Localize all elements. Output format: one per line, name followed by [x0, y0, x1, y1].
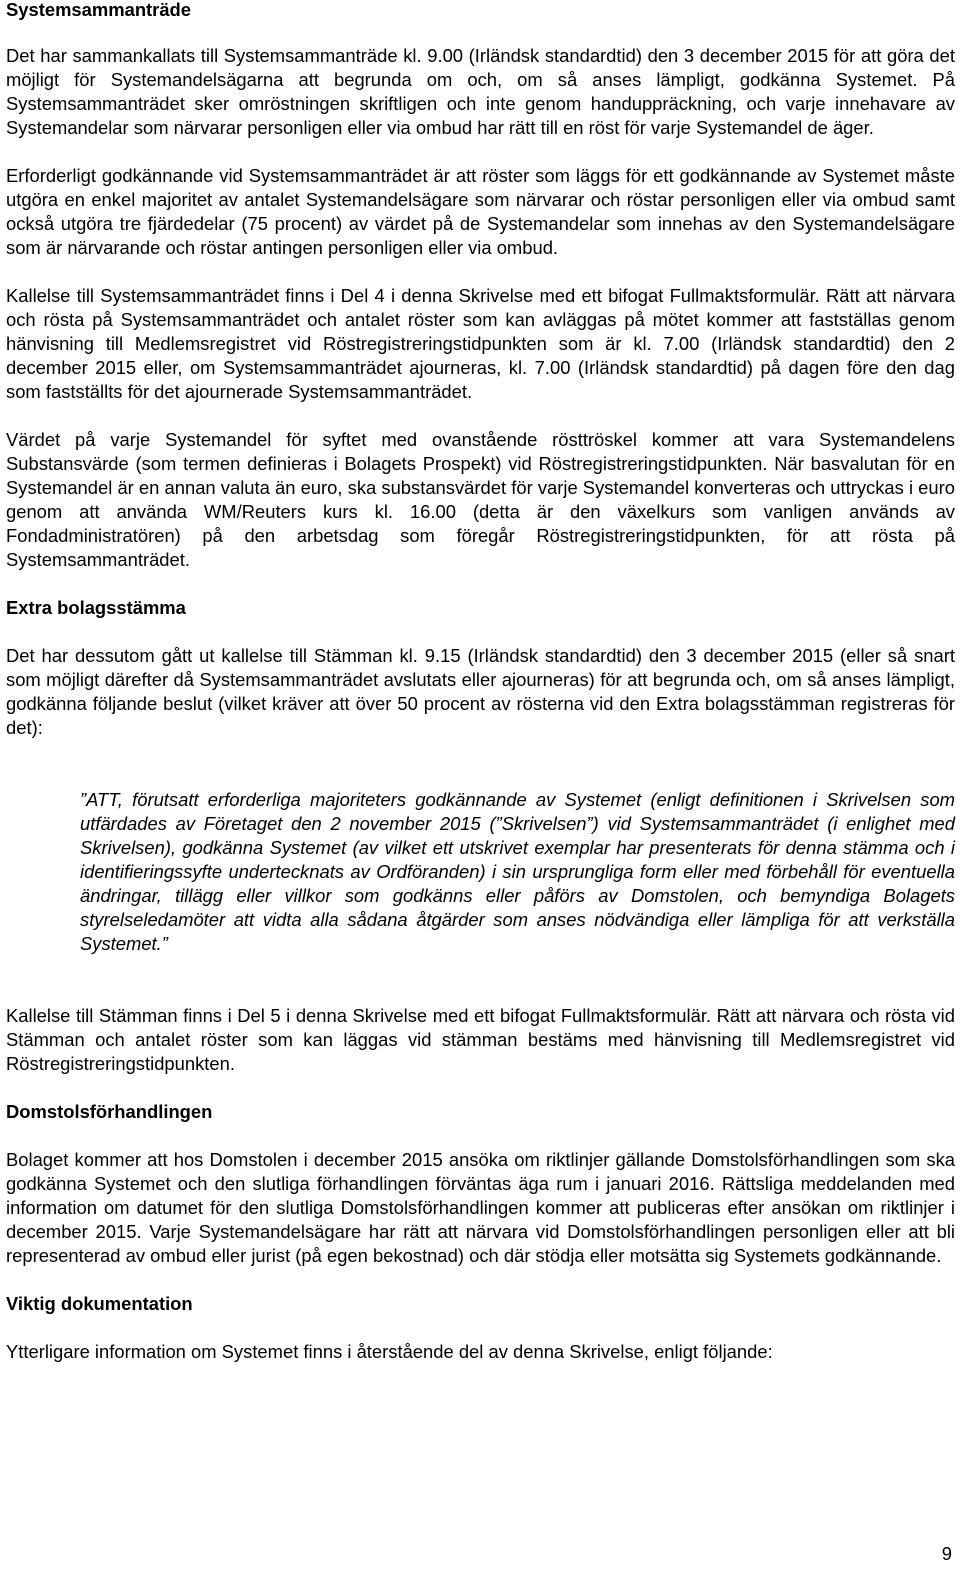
page-number: 9 — [941, 1543, 952, 1564]
paragraph-systemsammantrade-intro: Det har sammankallats till Systemsammanträde kl. 9.00 (Irländsk standardtid) den 3 december 2015 för att göra det möjligt för Systemandelsägarna att begrunda om och, om så anses lämpligt, godkänna Systemet. På Systemsammanträdet sker omröstningen skriftligen och inte genom handuppräckning, och varje innehavare av Systemandelar som närvarar personligen eller via ombud har rätt till en röst för varje Systemandel de äger. — [6, 45, 955, 138]
paragraph-share-value: Värdet på varje Systemandel för syftet med ovanstående rösttröskel kommer att vara Systemandelens Substansvärde (som termen definieras i Bolagets Prospekt) vid Röstregistreringstidpunkten. När basvalutan för en Systemandel är en annan valuta än euro, ska substansvärdet för varje Systemandel konverteras och uttryckas i euro genom att använda WM/Reuters kurs kl. 16.00 (detta är den växelkurs som vanligen används av Fondadministratören) på den arbetsdag som föregår Röstregistreringstidpunkten, för att rösta på Systemsammanträdet. — [6, 429, 955, 570]
paragraph-meeting-notice: Kallelse till Systemsammanträdet finns i Del 4 i denna Skrivelse med ett bifogat Fullmaktsformulär. Rätt att närvara och rösta på Systemsammanträdet och antalet röster som kan avläggas på mötet kommer att fastställas genom hänvisning till Medlemsregistret vid Röstregistreringstidpunkten som är kl. 7.00 (Irländsk standardtid) den 2 december 2015 eller, om Systemsammanträdet ajourneras, kl. 7.00 (Irländsk standardtid) på dagen före den dag som fastställts för det ajournerade Systemsammanträdet. — [6, 285, 955, 402]
heading-domstolsforhandlingen: Domstolsförhandlingen — [6, 1101, 213, 1122]
resolution-quote: ”ATT, förutsatt erforderliga majoriteters godkännande av Systemet (enligt definitionen i Skrivelsen som utfärdades av Företaget den 2 november 2015 (”Skrivelsen”) vid Systemsammanträdet (i enlighet med Skrivelsen), godkänna Systemet (av vilket ett utskrivet exemplar har presenterats för denna stämma och i identifieringssyfte undertecknats av Ordföranden) i sin ursprungliga form eller med förbehåll för eventuella ändringar, tillägg eller villkor som godkänns eller påförs av Domstolen, och bemyndiga Bolagets styrelseledamöter att vidta alla sådana åtgärder som anses nödvändiga eller lämpliga för att verkställa Systemet.” — [80, 789, 955, 954]
heading-systemsammantrade: Systemsammanträde — [6, 0, 192, 20]
heading-viktig-dokumentation: Viktig dokumentation — [6, 1293, 193, 1314]
paragraph-egm-notice: Det har dessutom gått ut kallelse till Stämman kl. 9.15 (Irländsk standardtid) den 3 december 2015 (eller så snart som möjligt därefter då Systemsammanträdet avslutats eller ajourneras) för att begrunda och, om så anses lämpligt, godkänna följande beslut (vilket kräver att över 50 procent av rösterna vid den Extra bolagsstämman registreras för det): — [6, 645, 955, 738]
paragraph-required-approval: Erforderligt godkännande vid Systemsammanträdet är att röster som läggs för ett godkännande av Systemet måste utgöra en enkel majoritet av antalet Systemandelsägare som närvarar och röstar personligen eller via ombud samt också utgöra tre fjärdedelar (75 procent) av värdet på de Systemandelar som innehas av den Systemandelsägare som är närvarande och röstar antingen personligen eller via ombud. — [6, 165, 955, 258]
document-page — [6, 0, 955, 1364]
paragraph-court-hearing: Bolaget kommer att hos Domstolen i december 2015 ansöka om riktlinjer gällande Domstolsförhandlingen som ska godkänna Systemet och den slutliga förhandlingen förväntas äga rum i januari 2016. Rättsliga meddelanden med information om datumet för den slutliga Domstolsförhandlingen kommer att publiceras efter ansökan om riktlinjer i december 2015. Varje Systemandelsägare har rätt att närvara vid Domstolsförhandlingen personligen eller att bli representerad av ombud eller jurist (på egen bekostnad) och där stödja eller motsätta sig Systemets godkännande. — [6, 1149, 955, 1266]
heading-extra-bolagsstamma: Extra bolagsstämma — [6, 597, 186, 618]
paragraph-further-information: Ytterligare information om Systemet finns i återstående del av denna Skrivelse, enligt följande: — [6, 1341, 773, 1362]
paragraph-egm-attendance: Kallelse till Stämman finns i Del 5 i denna Skrivelse med ett bifogat Fullmaktsformulär. Rätt att närvara och rösta vid Stämman och antalet röster som kan läggas vid stämman bestäms med hänvisning till Medlemsregistret vid Röstregistreringstidpunkten. — [6, 1005, 955, 1074]
